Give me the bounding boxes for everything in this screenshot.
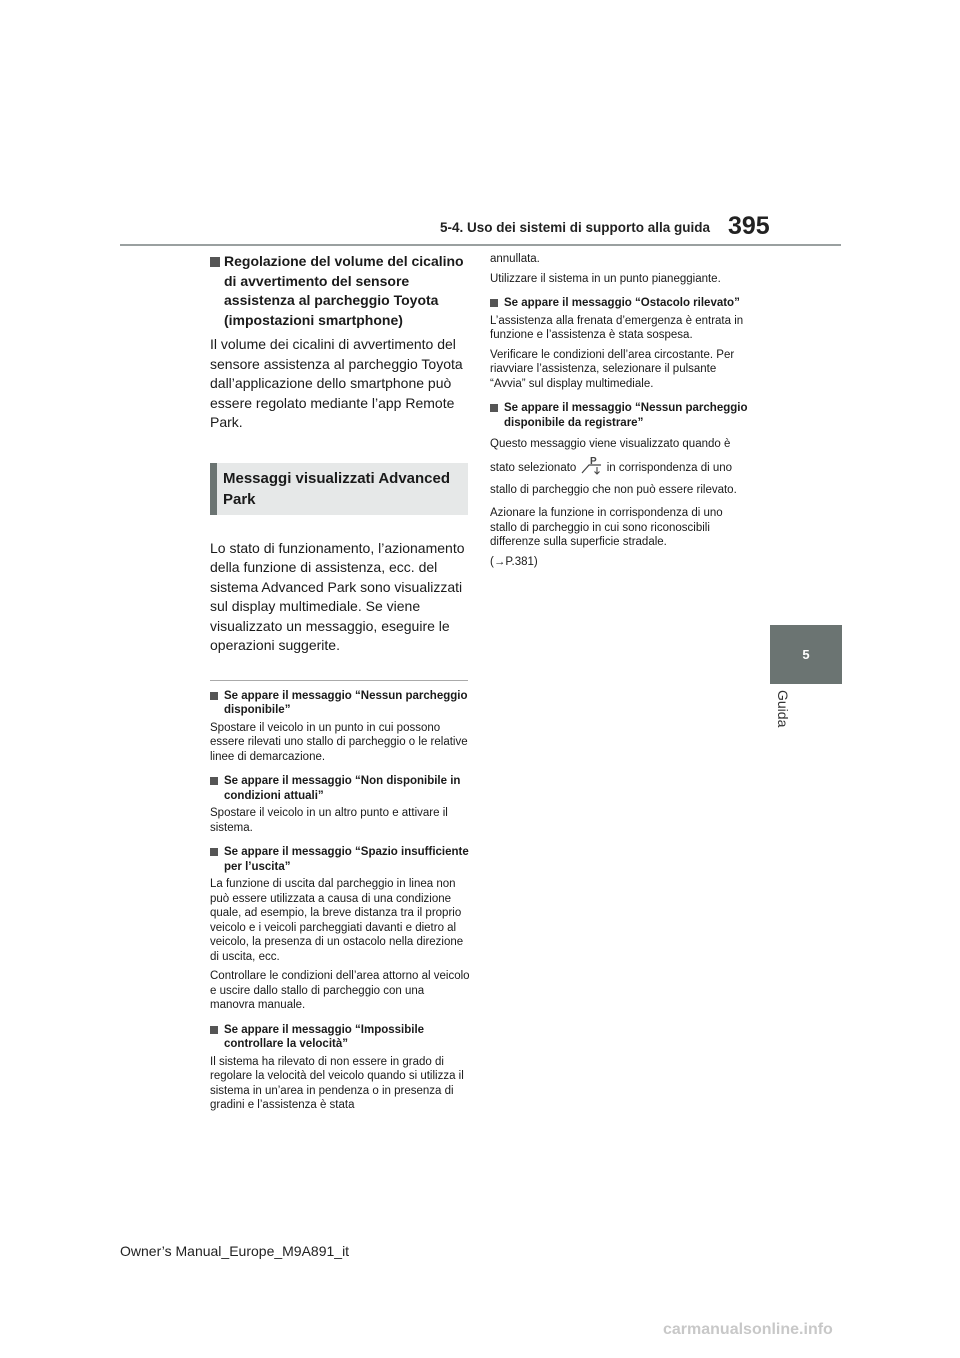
message-body: Questo messaggio viene visualizzato quando è stato selezionato P in corrispondenza di uno stallo di parcheggio che non può essere rilevato.: [490, 438, 737, 496]
message-heading: Se appare il messaggio “Ostacolo rilevato”: [490, 296, 752, 311]
intro-body: Il volume dei cicalini di avvertimento del sensore assistenza al parcheggio Toyota dall’applicazione dello smartphone può essere regolato mediante l’app Remote Park.: [210, 336, 463, 430]
page-reference: (→P.381): [490, 555, 538, 568]
section-title-bar: [210, 463, 468, 515]
continuation-text: annullata.: [490, 253, 540, 265]
square-bullet-icon: [210, 848, 218, 856]
header-section-title: 5-4. Uso dei sistemi di supporto alla guida: [440, 220, 711, 235]
message-body: Azionare la funzione in corrispondenza di uno stallo di parcheggio in cui sono riconoscibili differenze sulla superficie stradale.: [490, 507, 723, 548]
square-bullet-icon: [210, 692, 218, 700]
section-accent: [210, 463, 217, 515]
message-body: L’assistenza alla frenata d’emergenza è entrata in funzione e l’assistenza è stata sospesa.: [490, 314, 744, 341]
section-body: Lo stato di funzionamento, l’azionamento della funzione di assistenza, ecc. del sistema Advanced Park sono visualizzati sul display multimediale. Se viene visualizzato un messaggio, eseguire le operazioni suggerite.: [210, 539, 465, 653]
section-title: Messaggi visualizzati Advanced Park: [223, 469, 451, 508]
header-rule: [120, 244, 841, 246]
message-heading: Se appare il messaggio “Non disponibile in condizioni attuali”: [210, 774, 472, 803]
square-bullet-icon: [210, 1026, 218, 1034]
right-column: [490, 252, 752, 574]
square-bullet-icon: [210, 777, 218, 785]
square-bullet-icon: [210, 257, 220, 267]
svg-text:P: P: [589, 456, 597, 467]
message-body: Il sistema ha rilevato di non essere in grado di regolare la velocità del veicolo quando si utilizza il sistema in un’area in pendenza o in presenza di gradini e l’assistenza è stata: [210, 1055, 464, 1111]
footer-manual-id: Owner’s Manual_Europe_M9A891_it: [120, 1243, 350, 1259]
intro-heading: Regolazione del volume del cicalino di avvertimento del sensore assistenza al parcheggio Toyota (impostazioni smartphone): [210, 252, 472, 330]
message-heading: Se appare il messaggio “Spazio insufficiente per l’uscita”: [210, 845, 472, 874]
square-bullet-icon: [490, 299, 498, 307]
chapter-number: 5: [802, 647, 810, 662]
parking-register-icon: [580, 455, 604, 475]
left-column: [210, 252, 472, 1118]
message-heading: Se appare il messaggio “Nessun parcheggio disponibile da registrare”: [490, 401, 752, 430]
section-divider: [210, 680, 468, 681]
message-body: La funzione di uscita dal parcheggio in linea non può essere utilizzata a causa di una condizione quale, ad esempio, la breve distanza tra il proprio veicolo e i veicoli parcheggiati davanti e dietro al veicolo, la presenza di un ostacolo nella direzione di uscita, ecc.: [210, 878, 464, 963]
chapter-tab: [770, 625, 842, 684]
message-body: Controllare le condizioni dell’area attorno al veicolo e uscire dallo stallo di parcheggio con una manovra manuale.: [210, 970, 470, 1011]
watermark: carmanualsonline.info: [663, 1321, 833, 1338]
message-heading: Se appare il messaggio “Impossibile controllare la velocità”: [210, 1023, 472, 1052]
chapter-label: Guida: [775, 690, 791, 728]
message-body: Spostare il veicolo in un altro punto e attivare il sistema.: [210, 807, 448, 834]
page-number: 395: [728, 212, 770, 240]
square-bullet-icon: [490, 404, 498, 412]
message-body: Spostare il veicolo in un punto in cui possono essere rilevati uno stallo di parcheggio o le relative linee di demarcazione.: [210, 721, 468, 763]
message-body: Verificare le condizioni dell’area circostante. Per riavviare l’assistenza, selezionare il pulsante “Avvia” sul display multimediale.: [490, 348, 735, 390]
message-heading: Se appare il messaggio “Nessun parcheggio disponibile”: [210, 689, 472, 718]
continuation-text: Utilizzare il sistema in un punto pianeggiante.: [490, 272, 721, 285]
